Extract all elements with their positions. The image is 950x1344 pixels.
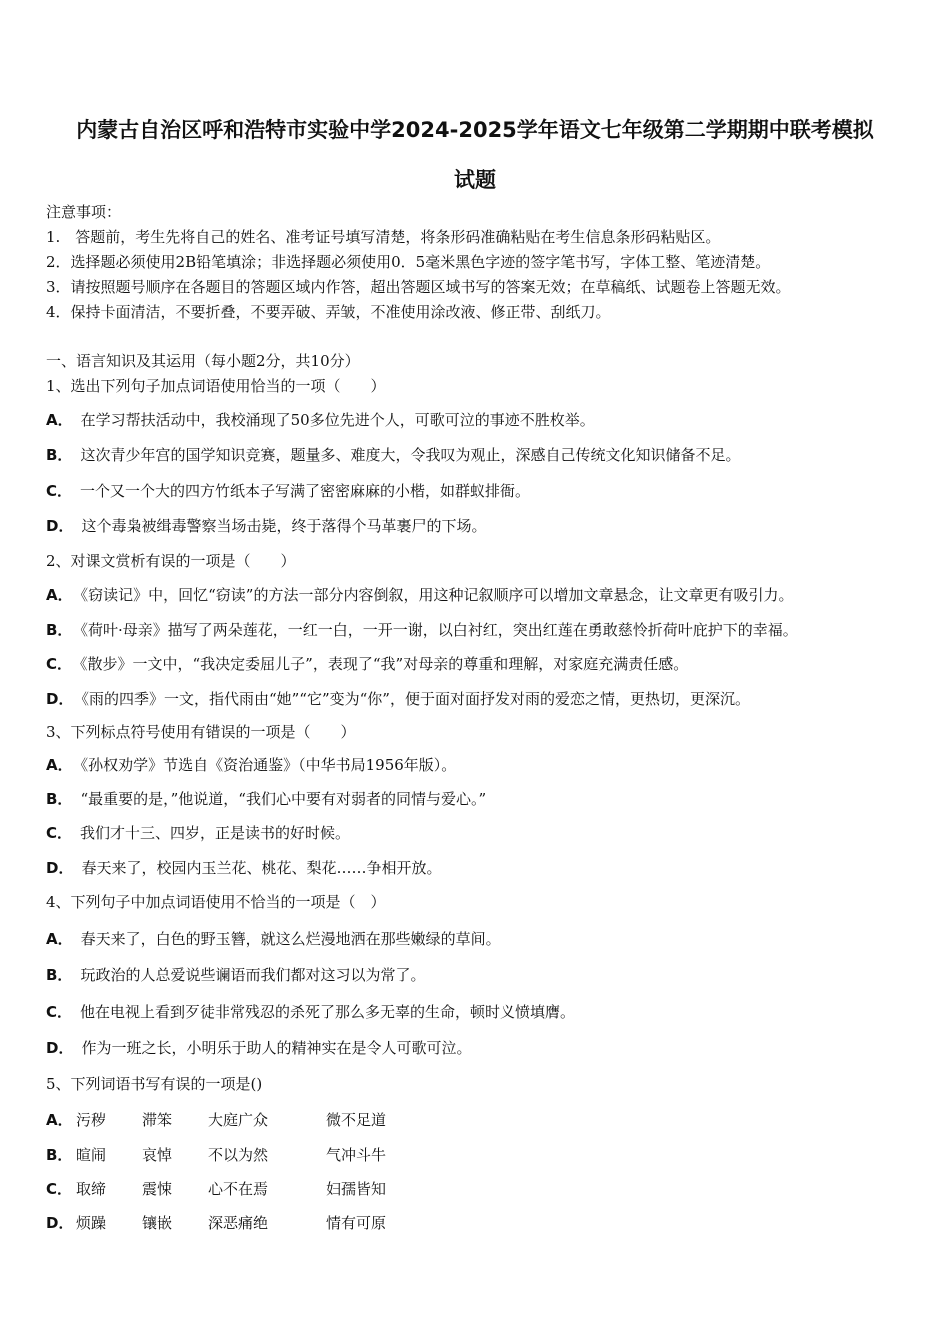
option-a: [46, 410, 595, 430]
option-letter: B．: [46, 1146, 73, 1164]
word: 镶嵌: [142, 1214, 173, 1232]
option-d: [46, 689, 750, 709]
option-letter: C．: [46, 655, 73, 673]
question-stem: 5、下列词语书写有误的一项是(): [46, 1075, 263, 1093]
option-d: [46, 1213, 387, 1233]
option-c: [46, 481, 530, 501]
word: 心不在焉: [208, 1180, 269, 1198]
option-letter: A．: [46, 1111, 73, 1129]
page-title-continued: 试题: [454, 168, 496, 192]
word: 情有可原: [326, 1214, 387, 1232]
word: 哀悼: [142, 1146, 173, 1164]
option-letter: A．: [46, 411, 73, 429]
word: 震悚: [142, 1180, 173, 1198]
word: 污秽: [76, 1111, 107, 1129]
option-text: 《散步》一文中，“我决定委屈儿子”，表现了“我”对母亲的尊重和理解，对家庭充满责任感。: [80, 655, 689, 673]
option-letter: D．: [46, 1039, 74, 1057]
option-letter: C．: [46, 482, 73, 500]
option-a: [46, 929, 501, 949]
word: 深恶痛绝: [208, 1214, 269, 1232]
option-text: 《窃读记》中，回忆“窃读”的方法一部分内容倒叙，用这种记叙顺序可以增加文章悬念，让文章更有吸引力。: [80, 586, 794, 604]
option-d: [46, 1038, 471, 1058]
option-a: [46, 585, 793, 605]
word: 滞笨: [142, 1111, 173, 1129]
option-letter: B．: [46, 446, 73, 464]
option-text: 他在电视上看到歹徒非常残忍的杀死了那么多无辜的生命，顿时义愤填膺。: [80, 1003, 576, 1021]
option-text: 《孙权劝学》节选自《资治通鉴》（中华书局1956年版）。: [80, 756, 457, 774]
option-d: [46, 858, 441, 878]
question-stem: 2、对课文赏析有误的一项是（ ）: [46, 552, 296, 570]
option-a: [46, 1110, 387, 1130]
question-stem: 3、下列标点符号使用有错误的一项是（ ）: [46, 723, 356, 741]
section-heading: 一、语言知识及其运用（每小题2分，共10分）: [46, 352, 360, 370]
option-text: “最重要的是，”他说道，“我们心中要有对弱者的同情与爱心。”: [80, 790, 487, 808]
question-stem: 1、选出下列句子加点词语使用恰当的一项（ ）: [46, 377, 386, 395]
option-b: [46, 1145, 387, 1165]
word: 微不足道: [326, 1111, 387, 1129]
page-title: 内蒙古自治区呼和浩特市实验中学2024-2025学年语文七年级第二学期期中联考模拟: [76, 118, 874, 142]
word: 暄闹: [76, 1146, 107, 1164]
question-stem: 4、下列句子中加点词语使用不恰当的一项是（ ）: [46, 893, 386, 911]
note-item: 2．选择题必须使用2B铅笔填涂；非选择题必须使用0．5毫米黑色字迹的签字笔书写，字体工整、笔迹清楚。: [46, 253, 771, 271]
option-letter: A．: [46, 586, 73, 604]
word: 取缔: [76, 1180, 107, 1198]
option-letter: A．: [46, 930, 73, 948]
option-b: [46, 445, 740, 465]
option-c: [46, 1002, 575, 1022]
option-text: 春天来了，白色的野玉簪，就这么烂漫地洒在那些嫩绿的草间。: [80, 930, 501, 948]
option-text: 春天来了，校园内玉兰花、桃花、梨花……争相开放。: [81, 859, 442, 877]
option-c: [46, 1179, 387, 1199]
option-b: [46, 965, 425, 985]
option-letter: B．: [46, 790, 73, 808]
option-text: 《荷叶·母亲》描写了两朵莲花，一红一白，一开一谢，以白衬红，突出红莲在勇敢慈怜折荷叶庇护下的幸福。: [80, 621, 798, 639]
option-d: [46, 516, 486, 536]
option-letter: D．: [46, 1214, 74, 1232]
option-letter: B．: [46, 621, 73, 639]
option-letter: D．: [46, 690, 74, 708]
option-text: 作为一班之长，小明乐于助人的精神实在是令人可歌可泣。: [81, 1039, 472, 1057]
option-b: [46, 620, 798, 640]
option-letter: A．: [46, 756, 73, 774]
option-letter: C．: [46, 1003, 73, 1021]
option-letter: D．: [46, 517, 74, 535]
note-item: 1. 答题前，考生先将自己的姓名、准考证号填写清楚，将条形码准确粘贴在考生信息条形码粘贴区。: [46, 228, 721, 246]
option-letter: C．: [46, 1180, 73, 1198]
notes-header: 注意事项：: [46, 203, 122, 221]
option-text: 一个又一个大的四方竹纸本子写满了密密麻麻的小楷，如群蚁排衙。: [80, 482, 531, 500]
option-text: 这个毒枭被缉毒警察当场击毙，终于落得个马革裹尸的下场。: [81, 517, 487, 535]
option-text: 在学习帮扶活动中，我校涌现了50多位先进个人，可歌可泣的事迹不胜枚举。: [80, 411, 595, 429]
option-a: [46, 755, 456, 775]
option-letter: D．: [46, 859, 74, 877]
option-text: 《雨的四季》一文，指代雨由“她”“它”变为“你”，便于面对面抒发对雨的爱恋之情，更热切，更深沉。: [81, 690, 750, 708]
note-item: 3．请按照题号顺序在各题目的答题区域内作答，超出答题区域书写的答案无效；在草稿纸、试题卷上答题无效。: [46, 278, 791, 296]
option-letter: B．: [46, 966, 73, 984]
note-item: 4．保持卡面清洁，不要折叠，不要弄破、弄皱，不准使用涂改液、修正带、刮纸刀。: [46, 303, 611, 321]
option-text: 这次青少年宫的国学知识竞赛，题量多、难度大，令我叹为观止，深感自己传统文化知识储备不足。: [80, 446, 741, 464]
word: 不以为然: [208, 1146, 269, 1164]
word: 大庭广众: [208, 1111, 269, 1129]
option-letter: C．: [46, 824, 73, 842]
word: 气冲斗牛: [326, 1146, 387, 1164]
option-text: 玩政治的人总爱说些谰语而我们都对这习以为常了。: [80, 966, 426, 984]
option-c: [46, 823, 350, 843]
option-b: [46, 789, 486, 809]
word: 烦躁: [76, 1214, 107, 1232]
word: 妇孺皆知: [326, 1180, 387, 1198]
option-c: [46, 654, 688, 674]
option-text: 我们才十三、四岁，正是读书的好时候。: [80, 824, 351, 842]
